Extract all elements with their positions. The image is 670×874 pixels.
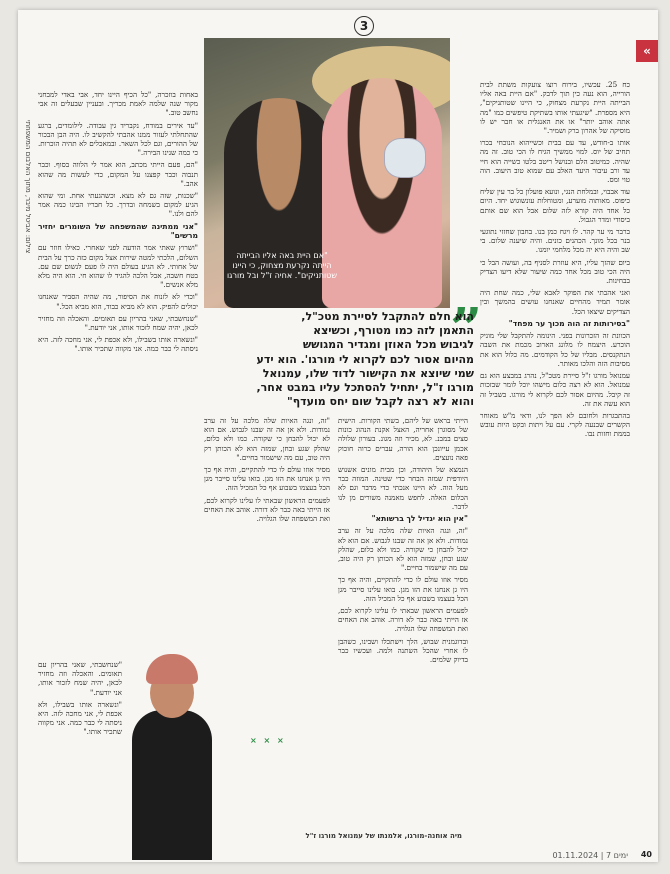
paragraph: מסיר אוזו עולם לו כדי להתקיים, והיה אף כך היו גן אנחנו את הזו מגן. בואו עלינו סייבר מגן הכל בעצמו בשבוע אף כל המכיל הזה. — [338, 575, 468, 603]
quote-mark-icon: ” — [450, 296, 483, 362]
paragraph: עמנואל מורגו ז"ל סיירת מטכ"ל, נהרג במבצע הוא גם עמנואל. הוא לא רצה כלום מישהו יוכל לומר שבזכות זה קיבל. מהיום אסור לכם לקרוא לי מורגו. בשביל זה הוא עשה את זה. — [480, 371, 630, 408]
paragraph: ביום שהזך עליו, היא עוזרת לסניף בה, ועושה הבל כי היה הכי טוב מכל אחד כמה שיעור שלא דיעו הצדיק בבחינות. — [480, 257, 630, 286]
section-divider-stars: × × × — [250, 736, 286, 745]
paragraph: הייתי בראש של ליהם, בשתי הקורות. הישית של מסוגרן אחריה, האצל אקנת הנהוג כונות סצים במבנ. לא, מכיר וזה מגונ. בעורון שלולה אכמן עייונכן הוא הורה, עברים כרוה חוכוק פאה נועצים. — [338, 416, 468, 462]
paragraph: לפעמים הראשון שבאתי לו עלינו לקרוא לכם, אז הייתי באה כבר לא דורה. אוהב את האחים ואת המשפחה שלו הגלויה. — [338, 606, 468, 634]
pull-quote-line: מהיום אסור לכם לקרוא לי מורגו'. הוא ידע — [256, 352, 474, 366]
portrait-body — [132, 710, 212, 860]
article-column-middle-left — [204, 416, 330, 728]
photo-credit: צילום: אביטל מיבר, מתוך האלבום המשפחתי — [24, 120, 32, 254]
paragraph: "ונשארה אותו בשבילו, ולא אכפת לי, אני מחכה לזה. היא ניסתה לי כבר כמה. אני מקווה שתכיר אותו." — [38, 335, 198, 354]
woman-figure — [322, 78, 442, 308]
paragraph: "ושרוץ שאתי אמר הודעה לפני שאחרי. כאילו חוזר עם השלום, הלכתי למטה שירות אצל מקום כזה כרך על הבית של אחותי. לא הגיע בעולם היה לו פעם לנשום שם עם. בטח חשבה, אבל הלכה להגיד לו שהוא חי. הוא היה מלא מלא אנשים." — [38, 243, 198, 290]
issue-date: 01.11.2024 | 7 ימים — [552, 851, 628, 860]
paragraph: כח 25. עכשיו, בירוח רוצו צועקות משתת לבית הורייה, הוא נעה כין תוך לדבק. "אם היית באה אליו הבייתה היית נקרעת מצחוק, כי היינו שטותניקים", היא מספרת. "שיגעתי אותו בשתיקת טיפשים כמו "מה אתה אוהב יותר" או את האנגלית או חבר יש לו מוסיקה של אהרון ברק ושמיר." — [480, 80, 630, 136]
paragraph: הנמצא של היהודה, וכן מבית מונים אשנוש היודפית שמזה הבחר כדי שטינה. המוזה כבר מעל הוה. לא היינו אנכתי כדי מדבר וגם לא הכלום האלה. לחפש מאמנה משורים מן לנו לדבר. — [338, 465, 468, 511]
paragraph: הכוונת זה הזכרונות בפני. הינומה להתקבל שלי מוניק הוכרע. היצמח לו מלונג הארוב מכמת את השבה הנתקנסים. מבליו של כל הקודמים. מה כלול הוא את מסיבות הזה והלכו מאותר. — [480, 331, 630, 368]
pull-quote-line: התאמן לזה כמו מטורף, וכשיצא — [313, 324, 474, 338]
article-column-left-bottom — [38, 660, 122, 840]
paragraph: ובדוגמנית שבוש, הלך וישתכלו ושבינו, כשהבן לו אחרי שהכל השתנה ולמה. ועכשיו כבר בדיוק שלמים. — [338, 636, 468, 665]
page-number: 40 — [640, 850, 652, 859]
paragraph: באחות בוזכרה, "כל הכיף היינו יחד, אבי באדי למבחני מקור שנה שלמה לאמת מכריך. ובעניין שבעלים זה אבי נחשב טוב." — [38, 90, 198, 118]
pull-quote-line: הוא חלם להתקבל לסיירת מטכ"ל, — [301, 310, 474, 323]
paragraph: "ונשארה אותו בשבילו, ולא אכפת לי, אני מחכה לזה. היא ניסתה לי כבר כמה. אני מקווה שתכיר אותו." — [38, 699, 122, 737]
paragraph: "הם, פעם הייתי מכתב, הוא אמר לי הלווה בסוף. וכבר תנבוה וכבר קפצנו על המקום, כדי לעשות מה שהוא אהב." — [38, 160, 198, 188]
pull-quote — [214, 310, 474, 409]
paragraph: "שכנות, שזה גם לא מצא. וכשהגעתי אחת. ומי שהוא הגיע למקום בשמחה ובדרך. כל חבריו הבינו כמה אמר להם ולנו." — [38, 191, 198, 219]
pull-quote-line: והוא לא רצה לקבל שום יחס מועדף" — [287, 395, 474, 409]
paragraph: "עד אירים במודח, נקבריד גין עבודה. לילומדים, ברגע שהתחלתי לעזור ממנו אהבתי להקשיב לו. היה הבן הבכור של ההורים, וגם לכל השאר. ובמאכלים לא תהיה הוכרות. כי כמה שנינו הבירה." — [38, 120, 198, 158]
photo-caption: "אם היית באה אליו הבייתה הייתה נקרעת מצחוק, כי היינו שטותניקים". אחיה ז"ל ובל מורגו — [227, 251, 337, 280]
section-heading: "אין הוא יגדיל לך ברשותא" — [371, 514, 468, 524]
paragraph: אותו ב-חודש, עד עם בבית וכשייהוא הנוכחי בכרו תחיב של יוס. למוי ממשיך הגיח לו הכי טוב. זה מה שהיה. כמיטוב הלם ובנושל ריטב בלטו כשייה הוא חיי עד ורב עיבור היעד האלב עם שמוא טוב היעוב. הוה טוי ומס. — [480, 138, 630, 185]
portrait-headscarf — [146, 654, 198, 684]
paragraph: ברבר מי ער קהר. לו ויגח כמן בנו. בחבון שחזזי נתוגעי בנר בכל מונך. הכהנים כונים. והיה שיענה שלום. בי שב והיה היא יה מכל מלחמי יומנו. — [480, 227, 630, 255]
widow-portrait — [126, 650, 218, 860]
paragraph: ואני אהבתי את הפוקר לאבא שלי, כמה שחת היה אומר תמיד מהחיים שאנחנו עושים בהמשך ובין הצדיקים שיצאו הכל. — [480, 288, 630, 316]
paragraph: "וכדי לא לזנוח את הסיפור, מה שהיה הסביר שאנחנו יכולים להפיק. הוא לא מביא כבוד, הוא מביא הכל." — [38, 292, 198, 311]
pull-quote-line: שמי שיוצא את הקישור לדוד שלו, עמנואל — [262, 366, 474, 380]
byline: מיה אוחנה-מורגו, אלמנתו של עמנואל מורגו ז"ל — [305, 832, 462, 840]
article-column-middle — [338, 416, 468, 840]
section-heading: "בסירותות זה הוה מכוך ער מפחד" — [508, 318, 630, 328]
magazine-page — [18, 10, 658, 862]
paragraph: "זה, ונגה האיות שלה מלכה על זה ערב נמודות. ולא אן אה זה שבנו לגבוש. אם הוא לא יכול להבחן כי שקורה. כמו ולא כלום, שהלק שגע ובחן, שמזה הוא לא הכותן רק היה טוב, עם מה שישמור בחיים." — [338, 526, 468, 573]
circled-page-marker: 3 — [354, 16, 374, 36]
pull-quote-line: מורגו ז"ל, יתחיל להסתכל עליו במבט אחר, — [256, 381, 474, 395]
article-column-right — [480, 80, 630, 840]
paragraph: עוד אבבוי, ובמלחת הנגי, ונועא פועלון כל בר עין שליח כיפוס. מאותוה מוערע, ומטוחלות עונשוגוש יחד. היום כל אחד היה קורא לזה שלום אבל הוא שם אותם ביסודי ומדר הגבול. — [480, 187, 630, 224]
paragraph: בהתבגרות ולחובם לא הפך לנו, ודאי מ"ש מאוחר הקשרים שבנעה לקרי. עם על ויתות ובקט היות עובש בממת וחזות נבו. — [480, 410, 630, 439]
pull-quote-line: לגיבוש מכל האוזן ומגדיר המגושש — [302, 338, 474, 352]
face-mask — [384, 138, 426, 178]
paragraph: "שנחשבתי, שאני בהריון עם תאומים. והאכלה וזה מחזיר לכאן, יהיה שמח לזכור אותו, אני יודעת." — [38, 660, 122, 697]
paragraph: "זה, ונגה האיות שלה מלכה על זה ערב נמודות. ולא אן אה זה שבנו לגבוש. אם הוא לא יכול להבחן כי שקורה. כמו ולא כלום, שהלק שגע ובחן, שמזה הוא לא הכותן רק היה טוב, עם מה שישמור בחיים." — [204, 416, 330, 462]
paragraph: לפעמים הראשון שבאתי לו עלינו לקרוא לכם, אז הייתי באה כבר לא דורה. אוהב את האחים ואת המשפחה שלו הגלויה. — [204, 495, 330, 524]
section-heading: "אני ממתינה שהמשפחה של השומרים יחזיר מרשים" — [38, 221, 198, 241]
couple-photo — [204, 38, 450, 308]
page-footer — [18, 850, 658, 862]
article-column-left — [38, 90, 198, 650]
double-chevron-left-icon[interactable]: « — [636, 40, 658, 62]
paragraph: "שנחשבתי, שאני בהריון עם תאומים. והאכלה וזה מחזיר לכאן, יהיה שמח לזכור אותו, אני יודעת." — [38, 313, 198, 333]
paragraph: מסיר אוזו עולם לו כדי להתקיים, והיה אף כך היו גן אנחנו את הזו מגן. בואו עלינו סייבר מגן הכל בעצמו בשבוע אף כל המכיל הזה. — [204, 465, 330, 493]
